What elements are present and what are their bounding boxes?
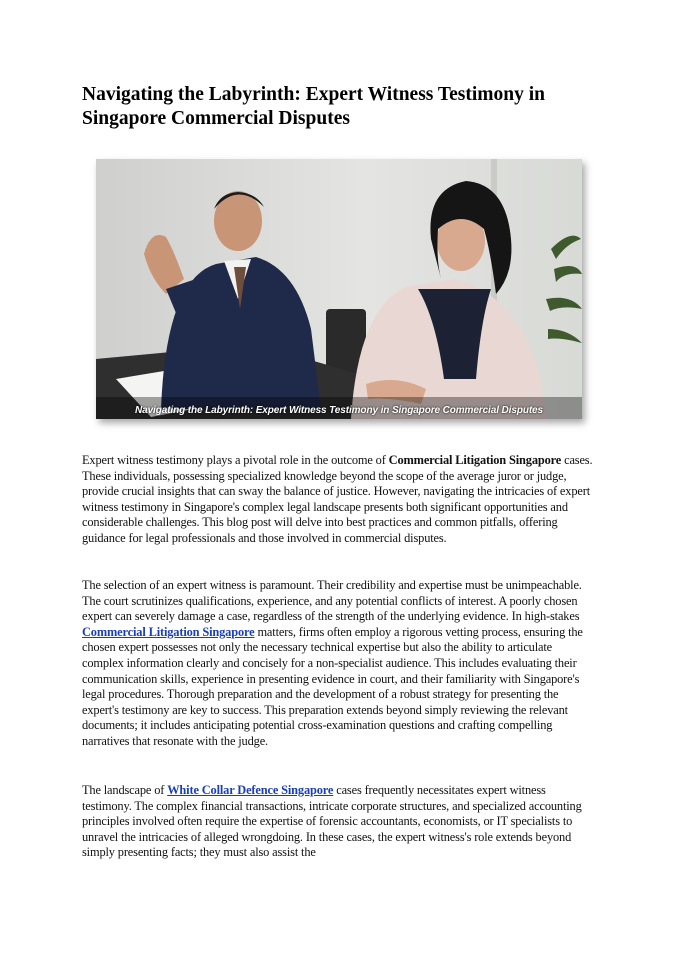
- link-commercial-litigation[interactable]: Commercial Litigation Singapore: [82, 624, 255, 639]
- image-caption: Navigating the Labyrinth: Expert Witness Testimony in Singapore Commercial Disputes: [135, 405, 543, 416]
- paragraph-3: The landscape of White Collar Defence Singapore cases frequently necessitates expert witness testimony. The complex financial transactions, intricate corporate structures, and specialized accounting principles involved often require the expertise of forensic accountants, economists, or IT specialists to unravel the intricacies of alleged wrongdoing. In these cases, the expert witness's role extends beyond simply presenting facts; they must also assist the: [82, 783, 582, 860]
- link-white-collar-defence[interactable]: White Collar Defence Singapore: [167, 783, 334, 797]
- paragraph-1: Expert witness testimony plays a pivotal role in the outcome of Commercial Litigation Singapore cases. These individuals, possessing specialized knowledge beyond the scope of the average juror or judge, provide crucial insights that can sway the balance of justice. However, navigating the intricacies of expert witness testimony in Singapore's complex legal landscape presents both significant opportunities and considerable challenges. This blog post will delve into best practices and common pitfalls, offering guidance for legal professionals and those involved in commercial disputes.: [82, 453, 593, 545]
- paragraph-2: The selection of an expert witness is paramount. Their credibility and expertise must be unimpeachable. The court scrutinizes qualifications, experience, and any potential conflicts of interest. A poorly chosen expert can severely damage a case, regardless of the strength of the underlying evidence. In high-stakes Commercial Litigation Singapore matters, firms often employ a rigorous vetting process, ensuring the chosen expert possesses not only the necessary technical expertise but also the ability to articulate complex information clearly and concisely for a non-specialist audience. This includes evaluating their communication skills, experience in presenting evidence in court, and their familiarity with Singapore's legal procedures. Thorough preparation and the development of a robust strategy for presenting the expert's testimony are key to success. This preparation extends beyond simply reviewing the relevant documents; it includes anticipating potential cross-examination questions and crafting compelling narratives that resonate with the judge.: [82, 578, 583, 748]
- article-title: Navigating the Labyrinth: Expert Witness Testimony in Singapore Commercial Disputes: [82, 84, 546, 129]
- meeting-illustration: [96, 159, 582, 419]
- article-photo: [96, 159, 582, 419]
- keyword-bold: Commercial Litigation Singapore: [388, 453, 562, 467]
